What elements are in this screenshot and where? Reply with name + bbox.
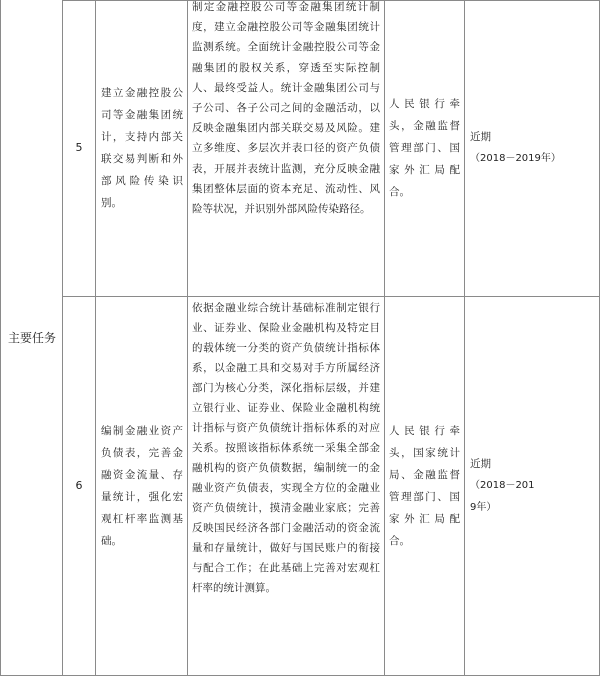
column-divider bbox=[187, 0, 188, 676]
department-text: 人民银行牵头，国家统计局、金融监督管理部门、国家外汇局配合。 bbox=[389, 425, 460, 547]
department-cell bbox=[389, 0, 460, 296]
row-number-text: 6 bbox=[75, 479, 83, 492]
task-cell bbox=[101, 297, 183, 675]
table-border-left bbox=[0, 0, 1, 676]
measures-cell bbox=[192, 0, 380, 293]
column-divider bbox=[95, 0, 96, 676]
row-number bbox=[63, 297, 95, 675]
department-cell bbox=[389, 297, 460, 675]
task-text: 建立金融控股公司等金融集团统计，支持内部关联交易判断和外部风险传染识别。 bbox=[101, 87, 183, 209]
department-text: 人民银行牵头，金融监督管理部门、国家外汇局配合。 bbox=[389, 98, 460, 198]
column-divider bbox=[384, 0, 385, 676]
timeline-cell bbox=[470, 297, 536, 675]
timeline-label: 近期 bbox=[470, 458, 491, 470]
row-number-text: 5 bbox=[75, 141, 83, 154]
category-label: 主要任务 bbox=[8, 331, 57, 345]
measures-text: 制定金融控股公司等金融集团统计制度，建立金融控股公司等金融集团统计监测系统。全面统计金融控股公司等金融集团的股权关系，穿透至实际控制人、最终受益人。统计金融集团公司与子公司、各子公司之间的金融活动，以反映金融集团内部关联交易及风险。建立多维度、多层次并表口径的资产负债表，开展并表统计监测，充分反映金融集团整体层面的资本充足、流动性、风险等状况，并识别外部风险传染路径。 bbox=[192, 1, 380, 216]
timeline-cell bbox=[470, 0, 596, 296]
task-text: 编制金融业资产负债表，完善金融资金流量、存量统计，强化宏观杠杆率监测基础。 bbox=[101, 425, 183, 547]
row-number bbox=[63, 0, 95, 296]
category-cell bbox=[6, 0, 58, 676]
task-cell bbox=[101, 0, 183, 296]
timeline-label: 近期 bbox=[470, 131, 491, 143]
timeline bbox=[470, 126, 561, 170]
timeline-range: （2018－2019年） bbox=[470, 153, 561, 164]
measures-cell bbox=[192, 298, 380, 674]
column-divider bbox=[464, 0, 465, 676]
measures-text: 依据金融业综合统计基础标准制定银行业、证券业、保险业金融机构及特定目的载体统一分类的资产负债统计指标体系，以金融工具和交易对手方所属经济部门为核心分类，深化指标层级，并建立银行业、证券业、保险业金融机构统计指标与资产负债统计指标体系的对应关系。按照该指标体系统一采集全部金融机构的资产负债数据，编制统一的金融业资产负债表，实现全方位的金融业资产负债统计，摸清金融业家底；完善反映国民经济各部门金融活动的资金流量和存量统计，做好与国民账户的衔接与配合工作；在此基础上完善对宏观杠杆率的统计测算。 bbox=[192, 302, 380, 594]
timeline-range: （2018－2019年） bbox=[470, 480, 535, 513]
timeline bbox=[470, 453, 536, 519]
